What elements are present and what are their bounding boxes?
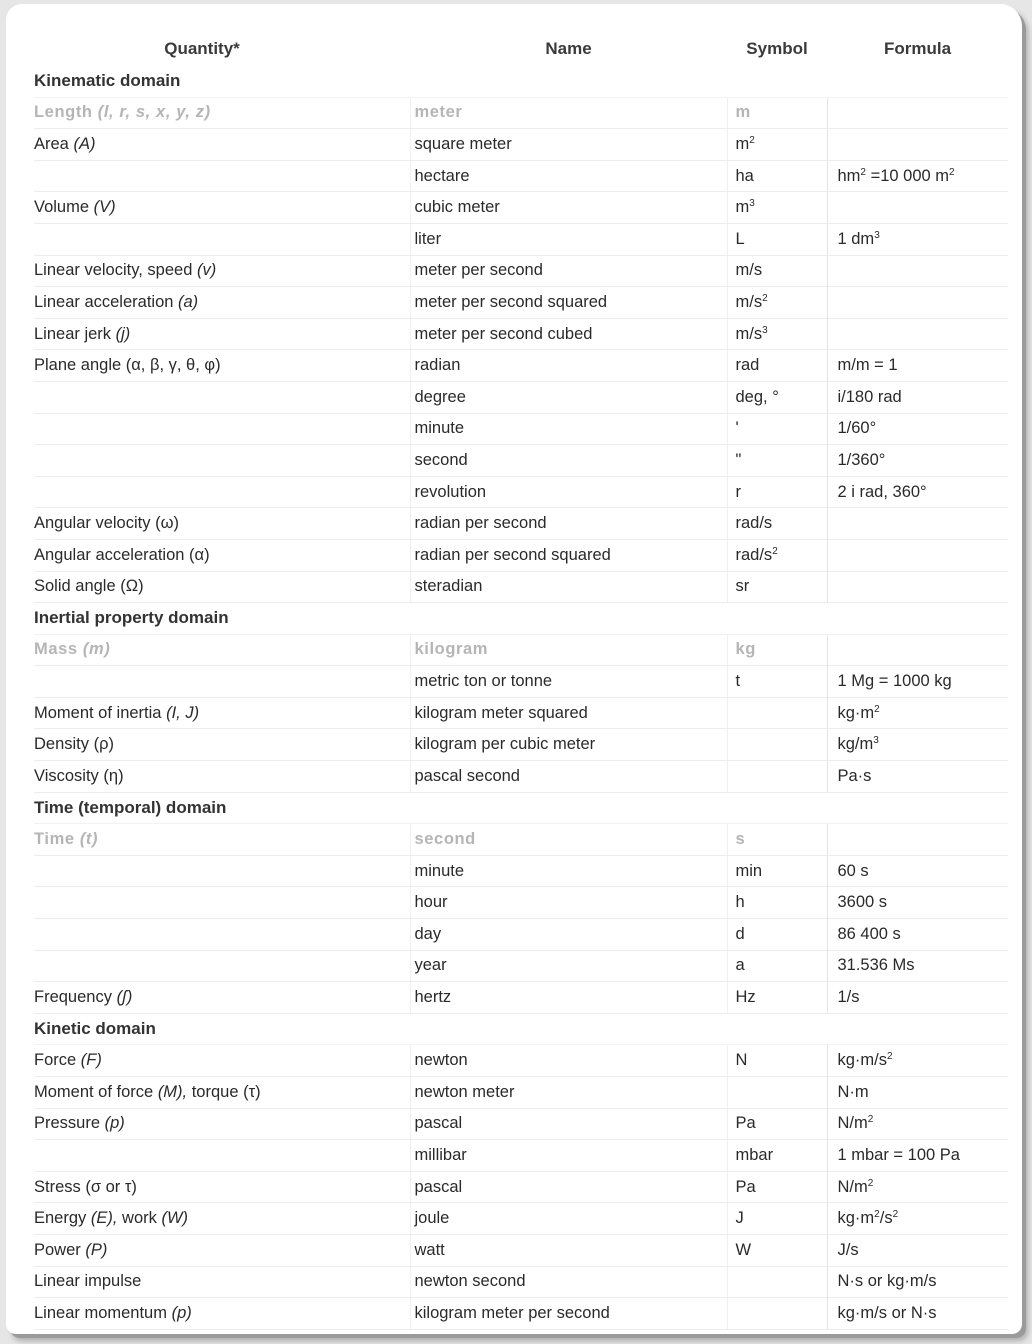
name-cell: hertz (410, 982, 727, 1014)
table-row (34, 950, 1008, 982)
table-row (34, 1171, 1008, 1203)
quantity-cell (34, 855, 410, 887)
symbol-cell (727, 761, 827, 793)
formula-cell: 1/60° (827, 413, 1008, 445)
quantity-cell: Energy (E), work (W) (34, 1203, 410, 1235)
quantity-cell: Mass (m) (34, 634, 410, 666)
name-cell: kilogram per cubic meter (410, 729, 727, 761)
formula-cell: $kg\cdot m^2/s^2$ (827, 1203, 1008, 1235)
quantity-cell: Volume (V) (34, 192, 410, 224)
formula-cell: 3600 s (827, 887, 1008, 919)
table-row (34, 476, 1008, 508)
name-cell: kilogram (410, 634, 727, 666)
symbol-cell: N (727, 1045, 827, 1077)
formula-cell (827, 824, 1008, 856)
units-table-page (6, 4, 1022, 1334)
name-cell: newton second (410, 1266, 727, 1298)
name-cell: millibar (410, 1140, 727, 1172)
quantity-cell (34, 381, 410, 413)
formula-cell: 1 mbar = 100 Pa (827, 1140, 1008, 1172)
symbol-cell: s (727, 824, 827, 856)
quantity-cell: Force (F) (34, 1045, 410, 1077)
name-cell: kilogram meter per second (410, 1298, 727, 1330)
formula-cell: $kg/m^3$ (827, 729, 1008, 761)
name-cell: pascal second (410, 761, 727, 793)
formula-cell (827, 634, 1008, 666)
symbol-cell: Hz (727, 982, 827, 1014)
table-row (34, 697, 1008, 729)
name-cell: degree (410, 381, 727, 413)
table-row (34, 539, 1008, 571)
symbol-cell: L (727, 223, 827, 255)
quantity-cell: Moment of force (M), torque (τ) (34, 1077, 410, 1109)
header-symbol: Symbol (746, 39, 808, 58)
table-row (34, 318, 1008, 350)
quantity-cell: Viscosity (η) (34, 761, 410, 793)
quantity-cell: Stress (σ or τ) (34, 1171, 410, 1203)
table-row (34, 223, 1008, 255)
symbol-cell: deg, ° (727, 381, 827, 413)
quantity-cell: Linear impulse (34, 1266, 410, 1298)
name-cell: hour (410, 887, 727, 919)
symbol-cell: ha (727, 160, 827, 192)
domain-time: Time (temporal) domain (34, 792, 1008, 824)
formula-cell (827, 97, 1008, 129)
name-cell: second (410, 824, 727, 856)
formula-cell: Pa·s (827, 761, 1008, 793)
quantity-cell (34, 950, 410, 982)
quantity-cell: Linear jerk (j) (34, 318, 410, 350)
formula-cell (827, 318, 1008, 350)
formula-cell: 1 $dm^3$ (827, 223, 1008, 255)
quantity-cell (34, 1140, 410, 1172)
quantity-cell: Density (ρ) (34, 729, 410, 761)
symbol-cell: min (727, 855, 827, 887)
table-row (34, 634, 1008, 666)
formula-cell (827, 287, 1008, 319)
si-units-table (34, 32, 1008, 1330)
table-row (34, 1140, 1008, 1172)
formula-cell (827, 508, 1008, 540)
symbol-cell: kg (727, 634, 827, 666)
table-row (34, 761, 1008, 793)
quantity-cell: Angular velocity (ω) (34, 508, 410, 540)
name-cell: revolution (410, 476, 727, 508)
quantity-cell: Angular acceleration (α) (34, 539, 410, 571)
symbol-cell: $m/s^3$ (727, 318, 827, 350)
formula-cell (827, 255, 1008, 287)
symbol-cell (727, 729, 827, 761)
quantity-cell: Length (l, r, s, x, y, z) (34, 97, 410, 129)
symbol-cell: ' (727, 413, 827, 445)
name-cell: minute (410, 855, 727, 887)
quantity-cell: Linear momentum (p) (34, 1298, 410, 1330)
symbol-cell: Pa (727, 1171, 827, 1203)
header-name: Name (545, 39, 592, 58)
symbol-cell: " (727, 445, 827, 477)
quantity-cell: Time (t) (34, 824, 410, 856)
name-cell: hectare (410, 160, 727, 192)
symbol-cell: m/s (727, 255, 827, 287)
symbol-cell: h (727, 887, 827, 919)
table-row (34, 97, 1008, 129)
name-cell: steradian (410, 571, 727, 603)
table-row (34, 1266, 1008, 1298)
name-cell: liter (410, 223, 727, 255)
table-row (34, 571, 1008, 603)
symbol-cell: mbar (727, 1140, 827, 1172)
quantity-cell (34, 223, 410, 255)
formula-cell: J/s (827, 1234, 1008, 1266)
table-row (34, 413, 1008, 445)
table-row (34, 160, 1008, 192)
header-formula: Formula (883, 39, 952, 58)
symbol-cell: sr (727, 571, 827, 603)
name-cell: meter per second (410, 255, 727, 287)
name-cell: watt (410, 1234, 727, 1266)
table-row (34, 508, 1008, 540)
symbol-cell: t (727, 666, 827, 698)
quantity-cell: Power (P) (34, 1234, 410, 1266)
name-cell: day (410, 919, 727, 951)
formula-cell: m/m = 1 (827, 350, 1008, 382)
domain-row (34, 603, 1008, 635)
name-cell: radian per second (410, 508, 727, 540)
symbol-cell: Pa (727, 1108, 827, 1140)
table-row (34, 1298, 1008, 1330)
name-cell: kilogram meter squared (410, 697, 727, 729)
table-row (34, 381, 1008, 413)
name-cell: metric ton or tonne (410, 666, 727, 698)
formula-cell: $N/m^2$ (827, 1171, 1008, 1203)
domain-row (34, 1013, 1008, 1045)
table-row (34, 287, 1008, 319)
name-cell: square meter (410, 129, 727, 161)
table-row (34, 350, 1008, 382)
domain-row (34, 66, 1008, 97)
table-row (34, 855, 1008, 887)
symbol-cell (727, 1298, 827, 1330)
formula-cell: kg·m/s or N·s (827, 1298, 1008, 1330)
name-cell: meter per second squared (410, 287, 727, 319)
formula-cell (827, 571, 1008, 603)
name-cell: newton (410, 1045, 727, 1077)
table-row (34, 129, 1008, 161)
symbol-cell: $m^3$ (727, 192, 827, 224)
symbol-cell: a (727, 950, 827, 982)
formula-cell: N·m (827, 1077, 1008, 1109)
symbol-cell: $m/s^2$ (727, 287, 827, 319)
table-row (34, 982, 1008, 1014)
formula-cell (827, 539, 1008, 571)
domain-kinematic: Kinematic domain (34, 66, 1008, 97)
table-header-row (34, 32, 1008, 66)
name-cell: pascal (410, 1108, 727, 1140)
symbol-cell: r (727, 476, 827, 508)
table-row (34, 445, 1008, 477)
formula-cell (827, 129, 1008, 161)
name-cell: meter per second cubed (410, 318, 727, 350)
symbol-cell: J (727, 1203, 827, 1235)
quantity-cell: Plane angle (α, β, γ, θ, φ) (34, 350, 410, 382)
name-cell: cubic meter (410, 192, 727, 224)
formula-cell: 2 i rad, 360° (827, 476, 1008, 508)
quantity-cell: Linear acceleration (a) (34, 287, 410, 319)
name-cell: radian per second squared (410, 539, 727, 571)
name-cell: pascal (410, 1171, 727, 1203)
symbol-cell: rad/s (727, 508, 827, 540)
domain-row (34, 792, 1008, 824)
formula-cell: $hm^2 =10$ 000 $m^2$ (827, 160, 1008, 192)
table-row (34, 919, 1008, 951)
symbol-cell: W (727, 1234, 827, 1266)
symbol-cell (727, 1266, 827, 1298)
quantity-cell: Linear velocity, speed (v) (34, 255, 410, 287)
name-cell: second (410, 445, 727, 477)
quantity-cell (34, 160, 410, 192)
quantity-cell (34, 476, 410, 508)
quantity-cell: Moment of inertia (I, J) (34, 697, 410, 729)
symbol-cell (727, 1077, 827, 1109)
symbol-cell: rad (727, 350, 827, 382)
formula-cell: 1/360° (827, 445, 1008, 477)
formula-cell: N·s or kg·m/s (827, 1266, 1008, 1298)
quantity-cell (34, 413, 410, 445)
quantity-cell (34, 919, 410, 951)
domain-kinetic: Kinetic domain (34, 1013, 1008, 1045)
symbol-cell: $m^2$ (727, 129, 827, 161)
formula-cell: 1 Mg = 1000 kg (827, 666, 1008, 698)
symbol-cell (727, 697, 827, 729)
formula-cell: 1/s (827, 982, 1008, 1014)
symbol-cell: rad/$s^2$ (727, 539, 827, 571)
formula-cell: $kg\cdot m/s^2$ (827, 1045, 1008, 1077)
table-row (34, 1045, 1008, 1077)
formula-cell: $kg\cdot m^2$ (827, 697, 1008, 729)
name-cell: joule (410, 1203, 727, 1235)
symbol-cell: d (727, 919, 827, 951)
formula-cell: 86 400 s (827, 919, 1008, 951)
formula-cell: 60 s (827, 855, 1008, 887)
table-row (34, 1108, 1008, 1140)
symbol-cell: m (727, 97, 827, 129)
quantity-cell: Area (A) (34, 129, 410, 161)
formula-cell: i/180 rad (827, 381, 1008, 413)
quantity-cell (34, 887, 410, 919)
table-row (34, 1077, 1008, 1109)
name-cell: year (410, 950, 727, 982)
quantity-cell: Solid angle (Ω) (34, 571, 410, 603)
name-cell: radian (410, 350, 727, 382)
quantity-cell (34, 666, 410, 698)
table-row (34, 824, 1008, 856)
quantity-cell: Pressure (p) (34, 1108, 410, 1140)
table-row (34, 666, 1008, 698)
table-row (34, 1203, 1008, 1235)
table-row (34, 729, 1008, 761)
table-row (34, 255, 1008, 287)
table-row (34, 1234, 1008, 1266)
table-row (34, 192, 1008, 224)
domain-inertial: Inertial property domain (34, 603, 1008, 635)
quantity-cell (34, 445, 410, 477)
header-quantity: Quantity* (164, 39, 240, 58)
name-cell: newton meter (410, 1077, 727, 1109)
formula-cell: 31.536 Ms (827, 950, 1008, 982)
name-cell: meter (410, 97, 727, 129)
formula-cell: $N/m^2$ (827, 1108, 1008, 1140)
formula-cell (827, 192, 1008, 224)
quantity-cell: Frequency (ʃ) (34, 982, 410, 1014)
name-cell: minute (410, 413, 727, 445)
table-row (34, 887, 1008, 919)
